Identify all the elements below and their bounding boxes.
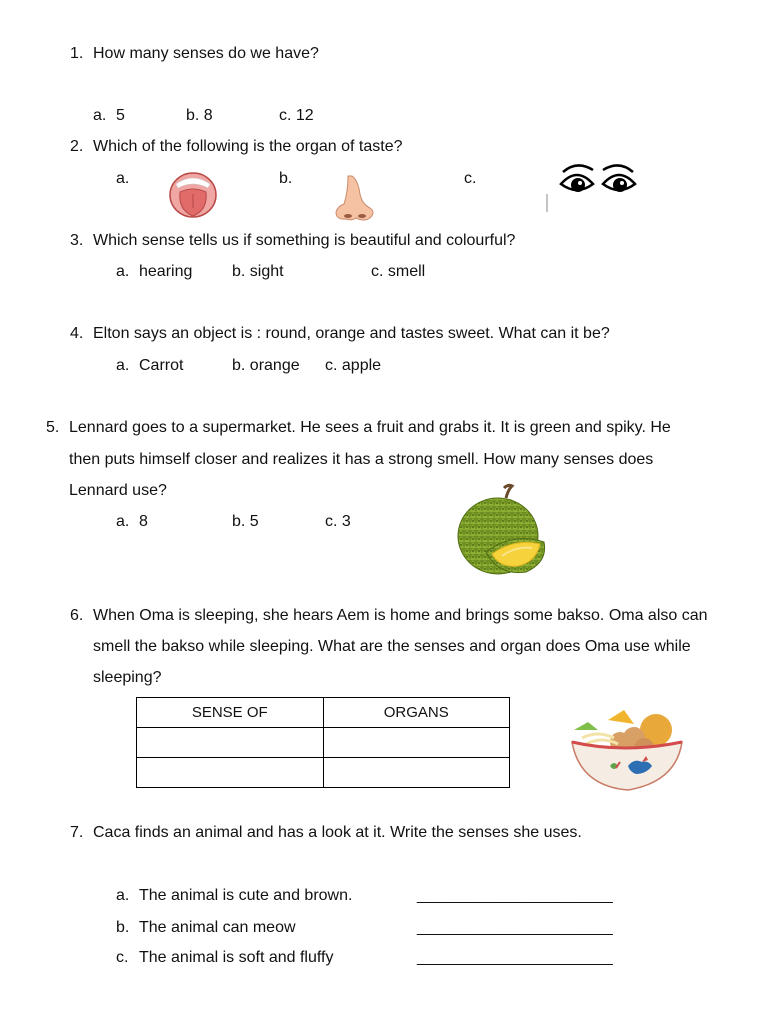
q1-option-b: b. 8 xyxy=(186,107,213,124)
tongue-icon xyxy=(168,170,218,220)
table-cell-organ-1[interactable] xyxy=(323,728,510,758)
q5-option-a-letter: a. xyxy=(116,513,130,530)
q2-option-c: c. xyxy=(464,170,477,187)
q2-option-b: b. xyxy=(279,170,293,187)
q4-option-a-letter: a. xyxy=(116,357,130,374)
q6-line-3: sleeping? xyxy=(93,669,162,686)
table-cell-organ-2[interactable] xyxy=(323,758,510,788)
q4-number: 4. xyxy=(70,325,84,342)
q3-option-a: hearing xyxy=(139,263,193,280)
bakso-bowl-icon xyxy=(568,708,686,794)
q7-item-a-text: The animal is cute and brown. xyxy=(139,887,353,904)
q6-number: 6. xyxy=(70,607,84,624)
q3-number: 3. xyxy=(70,232,84,249)
q1-option-c: c. 12 xyxy=(279,107,314,124)
q7-item-c-blank[interactable]: ______________________ xyxy=(417,949,613,966)
q7-item-a-blank[interactable]: ______________________ xyxy=(417,887,613,904)
q7-number: 7. xyxy=(70,824,84,841)
q5-option-a: 8 xyxy=(139,513,148,530)
table-row xyxy=(137,728,510,758)
table-cell-sense-1[interactable] xyxy=(137,728,324,758)
table-cell-sense-2[interactable] xyxy=(137,758,324,788)
q6-line-2: smell the bakso while sleeping. What are the senses and organ does Oma use while xyxy=(93,638,691,655)
q3-option-c: c. smell xyxy=(371,263,426,280)
q5-option-c: c. 3 xyxy=(325,513,351,530)
q4-option-a: Carrot xyxy=(139,357,184,374)
q1-number: 1. xyxy=(70,45,84,62)
q7-item-b-blank[interactable]: ______________________ xyxy=(417,919,613,936)
q6-line-1: When Oma is sleeping, she hears Aem is home and brings some bakso. Oma also can xyxy=(93,607,708,624)
eyes-icon xyxy=(545,158,649,214)
nose-icon xyxy=(330,174,378,222)
senses-organs-table xyxy=(136,697,510,788)
q7-text: Caca finds an animal and has a look at it. Write the senses she uses. xyxy=(93,824,582,841)
q5-line-3: Lennard use? xyxy=(69,482,167,499)
q3-option-b: b. sight xyxy=(232,263,284,280)
q4-text: Elton says an object is : round, orange and tastes sweet. What can it be? xyxy=(93,325,610,342)
q4-option-b: b. orange xyxy=(232,357,300,374)
q5-line-1: Lennard goes to a supermarket. He sees a fruit and grabs it. It is green and spiky. He xyxy=(69,419,671,436)
q2-text: Which of the following is the organ of taste? xyxy=(93,138,403,155)
q2-number: 2. xyxy=(70,138,84,155)
table-header-organs: ORGANS xyxy=(323,698,510,728)
q4-option-c: c. apple xyxy=(325,357,382,374)
q1-text: How many senses do we have? xyxy=(93,45,319,62)
q5-number: 5. xyxy=(46,419,60,436)
q1-option-a-letter: a. xyxy=(93,107,107,124)
table-row xyxy=(137,758,510,788)
q2-option-a: a. xyxy=(116,170,130,187)
q7-item-c-letter: c. xyxy=(116,949,129,966)
q7-item-b-text: The animal can meow xyxy=(139,919,296,936)
q7-item-c-text: The animal is soft and fluffy xyxy=(139,949,334,966)
q1-option-a: 5 xyxy=(116,107,125,124)
q7-item-b-letter: b. xyxy=(116,919,130,936)
q5-line-2: then puts himself closer and realizes it has a strong smell. How many senses does xyxy=(69,451,654,468)
q3-text: Which sense tells us if something is beautiful and colourful? xyxy=(93,232,516,249)
q7-item-a-letter: a. xyxy=(116,887,130,904)
q3-option-a-letter: a. xyxy=(116,263,130,280)
table-header-sense: SENSE OF xyxy=(137,698,324,728)
table-header-row xyxy=(137,698,510,728)
q5-option-b: b. 5 xyxy=(232,513,259,530)
durian-icon xyxy=(452,482,556,580)
